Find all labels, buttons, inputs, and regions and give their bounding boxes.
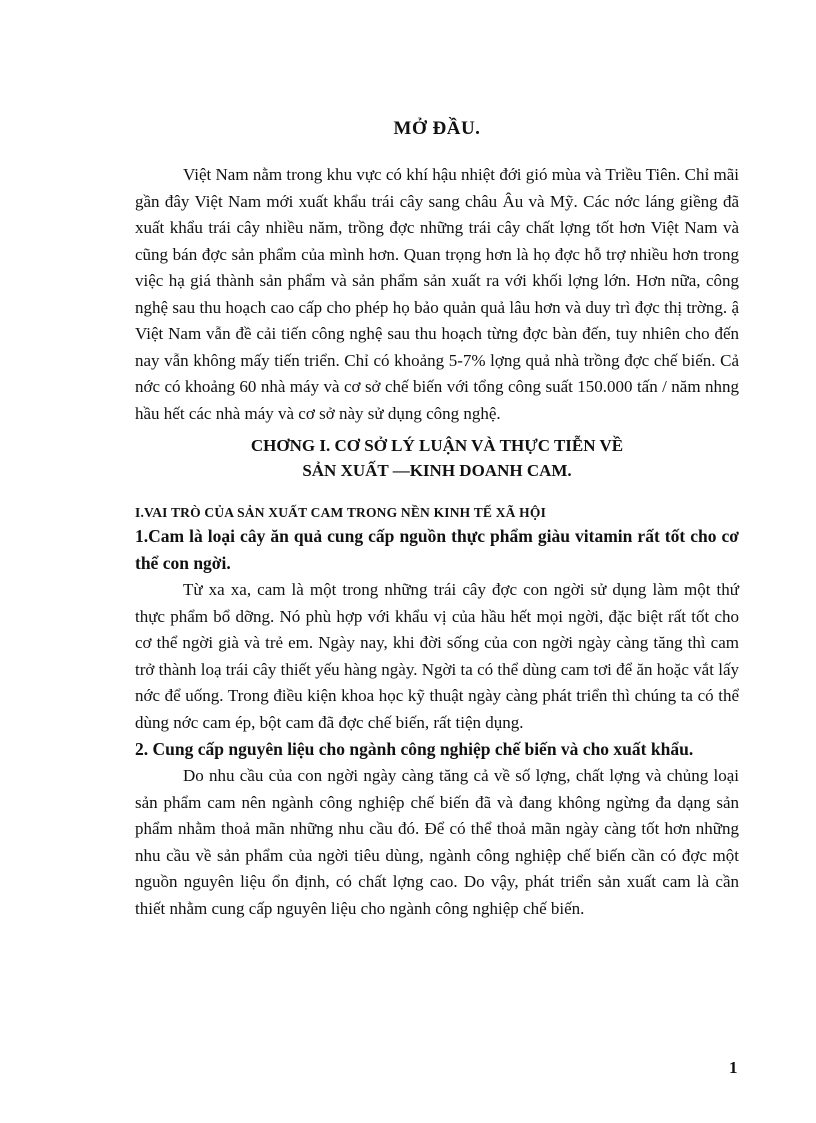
chapter-heading-line1: CHƠNG I. CƠ SỞ LÝ LUẬN VÀ THỰC TIỄN VỀ bbox=[250, 436, 624, 455]
subsection-1-heading: 1.Cam là loại cây ăn quả cung cấp nguồn thực phẩm giàu vitamin rất tốt cho cơ thể con ngời. bbox=[135, 526, 739, 573]
section-heading: I.VAI TRÒ CỦA SẢN XUẤT CAM TRONG NỀN KINH TẾ XÃ HỘI bbox=[135, 505, 547, 520]
subsection-2-heading: 2. Cung cấp nguyên liệu cho ngành công nghiệp chế biến và cho xuất khẩu. bbox=[135, 739, 694, 759]
intro-paragraph: Việt Nam nằm trong khu vực có khí hậu nhiệt đới gió mùa và Triều Tiên. Chỉ mãi gần đây Việt Nam mới xuất khẩu trái cây sang châu Âu và Mỹ. Các nớc láng giềng đã xuất khẩu trái cây nhiều năm, trồng đợc những trái cây chất lợng tốt hơn Việt Nam và cũng bán đợc sản phẩm của mình hơn. Quan trọng hơn là họ đợc hỗ trợ nhiều hơn trong việc hạ giá thành sản phẩm và sản phẩm sản xuất ra với khối lợng lớn. Hơn nữa, công nghệ sau thu hoạch cao cấp cho phép họ bảo quản quả lâu hơn và duy trì đợc thị trờng. ậ Việt Nam vẫn đề cải tiến công nghệ sau thu hoạch từng đợc bàn đến, tuy nhiên cho đến nay vẫn không mấy tiến triển. Chỉ có khoảng 5-7% lợng quả nhà trồng đợc chế biến. Cả nớc có khoảng 60 nhà máy và cơ sở chế biến với tổng công suất 150.000 tấn / năm nhng hầu hết các nhà máy và cơ sở này sử dụng công nghệ. bbox=[135, 165, 739, 423]
chapter-heading bbox=[135, 433, 739, 483]
page-title: MỞ ĐẦU. bbox=[393, 118, 481, 139]
chapter-heading-line2: SẢN XUẤT —KINH DOANH CAM. bbox=[302, 461, 572, 480]
page-number: 1 bbox=[729, 1058, 738, 1077]
subsection-1-body: Từ xa xa, cam là một trong những trái cây đợc con ngời sử dụng làm một thứ thực phẩm bổ dỡng. Nó phù hợp với khẩu vị của hầu hết mọi ngời, đặc biệt rất tốt cho cơ thể ngời già và trẻ em. Ngày nay, khi đời sống của con ngời ngày càng tăng thì cam trở thành loạ trái cây thiết yếu hàng ngày. Ngời ta có thể dùng cam tơi để ăn hoặc vắt lấy nớc để uống. Trong điều kiện khoa học kỹ thuật ngày càng phát triển thì chúng ta có thể dùng nớc cam ép, bột cam đã đợc chế biến, rất tiện dụng. bbox=[135, 580, 739, 732]
document-page bbox=[135, 118, 739, 922]
subsection-2-body: Do nhu cầu của con ngời ngày càng tăng cả về số lợng, chất lợng và chủng loại sản phẩm cam nên ngành công nghiệp chế biến đã và đang không ngừng đa dạng sản phẩm nhằm thoả mãn những nhu cầu đó. Để có thể thoả mãn ngày càng tốt hơn những nhu cầu về sản phẩm của ngời tiêu dùng, ngành công nghiệp chế biến cần có đợc một nguồn nguyên liệu ổn định, có chất lợng cao. Do vậy, phát triển sản xuất cam là cần thiết nhằm cung cấp nguyên liệu cho ngành công nghiệp chế biến. bbox=[135, 766, 739, 918]
